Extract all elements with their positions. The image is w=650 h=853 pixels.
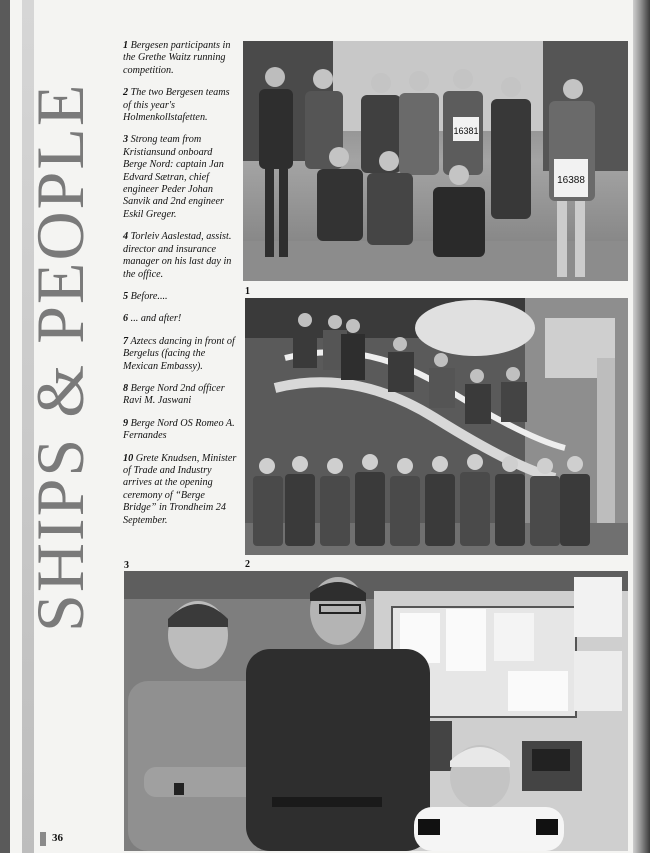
caption-10: 10 Grete Knudsen, Minister of Trade and Industry arrives at the opening ceremony of “Berge Bridge” in Trondheim 24 September.: [123, 452, 237, 526]
photo-label-2: 2: [245, 559, 250, 570]
bib-number-2: 16388: [557, 175, 585, 186]
caption-7: 7 Aztecs dancing in front of Bergelus (facing the Mexican Embassy).: [123, 335, 235, 372]
photo-berge-nord-crew: [124, 571, 628, 851]
page-edge: [633, 0, 650, 853]
bib-number-1: 16381: [453, 126, 479, 136]
section-title: SHIPS & PEOPLE: [22, 82, 98, 632]
caption-4: 4 Torleiv Aaslestad, assist. director and insurance manager on his last day in the office.: [123, 231, 232, 280]
caption-9: 9 Berge Nord OS Romeo A. Fernandes: [123, 417, 235, 442]
photo-label-3: 3: [124, 560, 129, 571]
photo-label-1: 1: [245, 286, 250, 297]
photo-runners: [243, 41, 628, 281]
crew-photo-graphic: [124, 571, 628, 851]
caption-5: 5 Before....: [123, 290, 168, 302]
caption-1: 1 Bergesen participants in the Grethe Waitz running competition.: [123, 40, 231, 76]
runners-photo-graphic: [243, 41, 628, 281]
staircase-photo-graphic: [245, 298, 628, 555]
caption-2: 2 The two Bergesen teams of this year's Holmenkollstafetten.: [123, 87, 230, 124]
caption-6: 6 ... and after!: [123, 313, 182, 325]
page-number-marker: [40, 832, 46, 846]
photo-teams-staircase: [245, 298, 628, 555]
caption-3: 3 Strong team from Kristiansund onboard Berge Nord: captain Jan Edvard Sætran, chief engineer Peder Johan Sanvik and 2nd engineer Eskil Greger.: [123, 134, 224, 220]
page-number: 36: [52, 832, 63, 844]
caption-8: 8 Berge Nord 2nd officer Ravi M. Jaswani: [123, 382, 225, 407]
caption-column: [123, 40, 238, 537]
